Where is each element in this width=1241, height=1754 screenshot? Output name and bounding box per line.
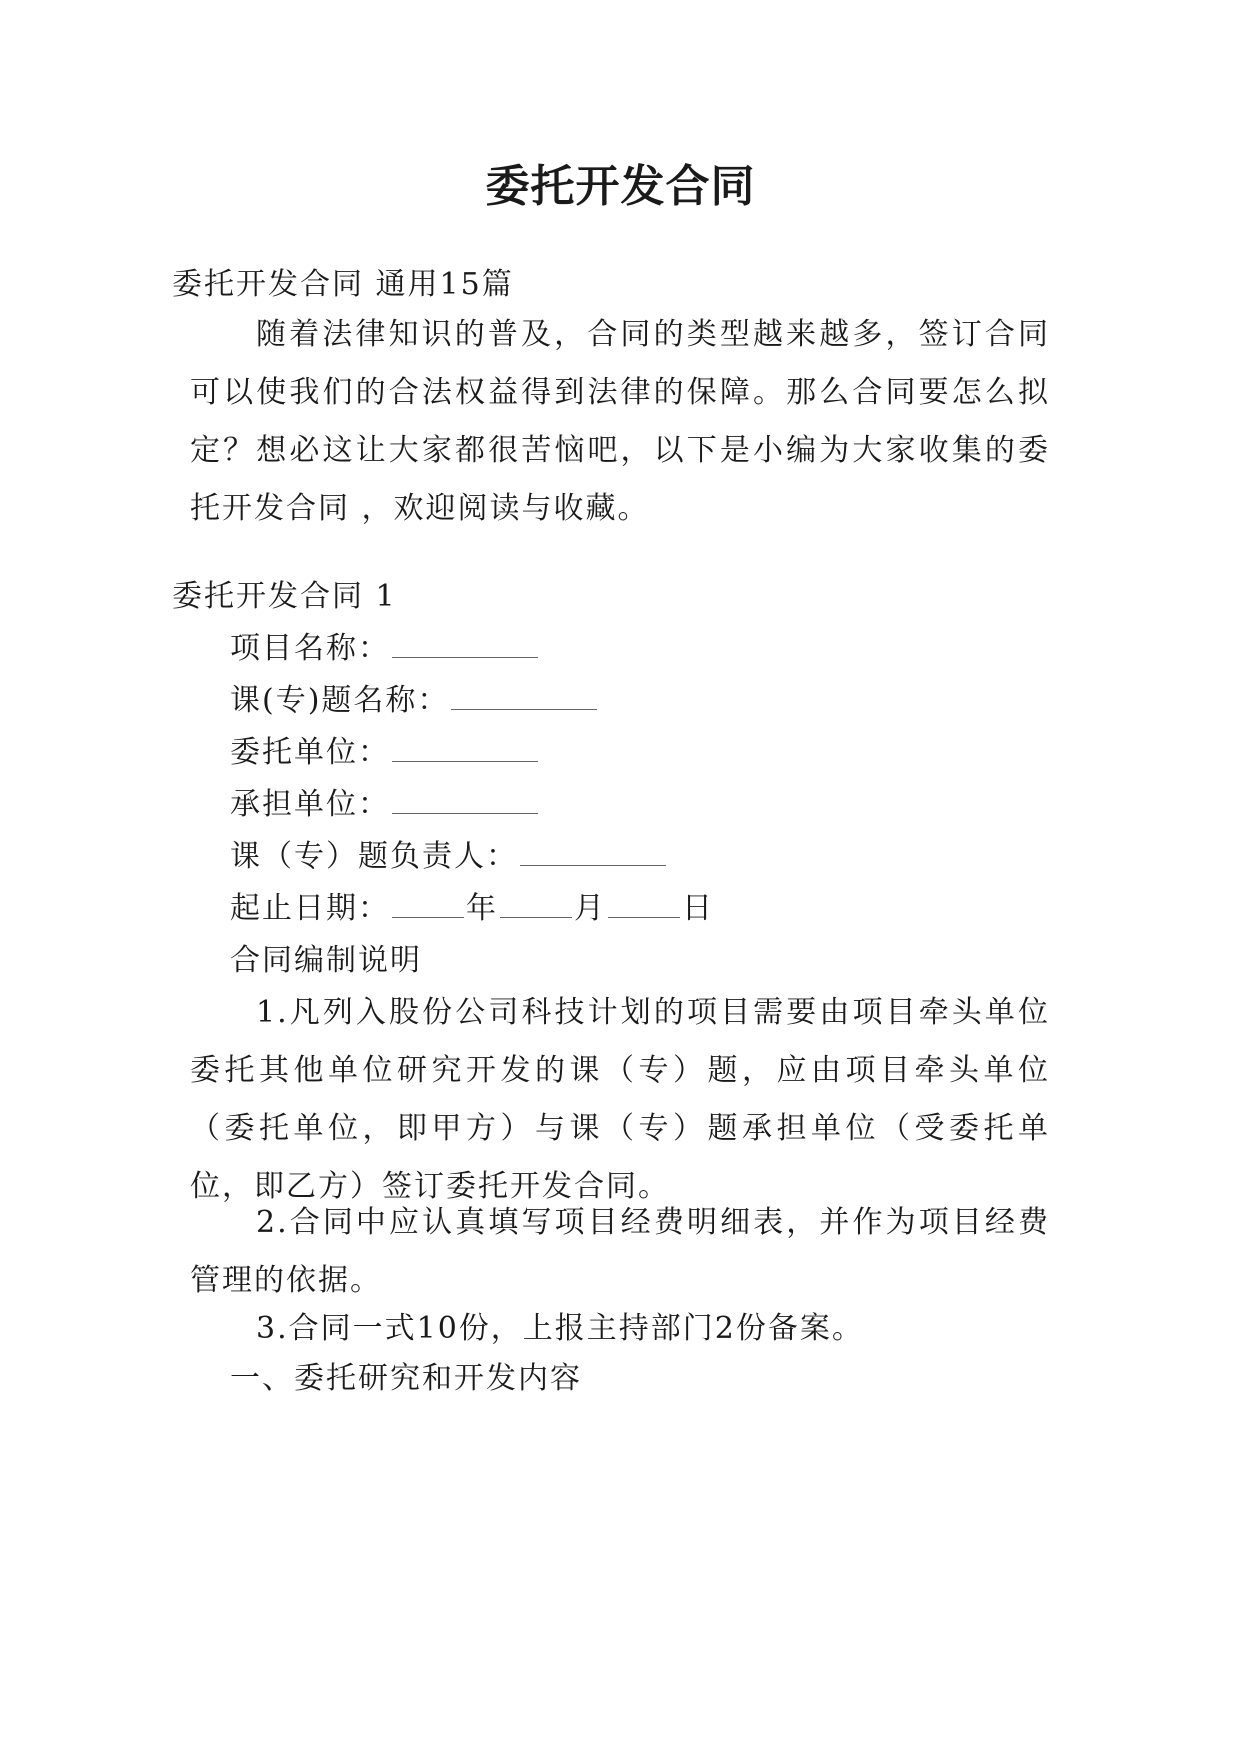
field-label: 课（专）题负责人： (230, 839, 518, 874)
field-label: 委托单位： (230, 735, 390, 770)
intro-paragraph: 随着法律知识的普及，合同的类型越来越多，签订合同可以使我们的合法权益得到法律的保障。那么合同要怎么拟定？想必这让大家都很苦恼吧，以下是小编为大家收集的委托开发合同 ，欢迎阅读与收藏。 (190, 317, 1050, 526)
month-label: 月 (574, 891, 606, 926)
note-item-3: 3.合同一式10份，上报主持部门2份备案。 (256, 1311, 864, 1346)
field-topic-name (230, 682, 599, 720)
field-dates (230, 890, 714, 928)
document-title: 委托开发合同 (485, 161, 756, 212)
field-project-name (230, 630, 540, 668)
year-label: 年 (466, 891, 498, 926)
blank-line (392, 635, 538, 658)
field-label: 课(专)题名称： (230, 683, 450, 718)
day-label: 日 (682, 891, 714, 926)
blank-line (500, 895, 572, 918)
blank-line (520, 843, 666, 866)
notes-heading: 合同编制说明 (230, 943, 422, 978)
field-contractor-unit (230, 786, 540, 824)
field-label: 项目名称： (230, 631, 390, 666)
blank-line (608, 895, 680, 918)
note-item-1: 1.凡列入股份公司科技计划的项目需要由项目牵头单位委托其他单位研究开发的课（专）题，应由项目牵头单位（委托单位，即甲方）与课（专）题承担单位（受委托单位，即乙方）签订委托开发合同。 (190, 995, 1050, 1204)
document-subtitle: 委托开发合同 通用15篇 (172, 267, 514, 302)
blank-line (392, 791, 538, 814)
blank-line (392, 895, 464, 918)
field-label: 起止日期： (230, 891, 390, 926)
blank-line (392, 739, 538, 762)
field-topic-leader (230, 838, 668, 876)
section-one-heading: 一、委托研究和开发内容 (230, 1361, 582, 1396)
blank-line (451, 687, 597, 710)
field-client-unit (230, 734, 540, 772)
section-heading: 委托开发合同 1 (172, 579, 397, 614)
note-item-2: 2.合同中应认真填写项目经费明细表，并作为项目经费管理的依据。 (190, 1205, 1050, 1298)
field-label: 承担单位： (230, 787, 390, 822)
